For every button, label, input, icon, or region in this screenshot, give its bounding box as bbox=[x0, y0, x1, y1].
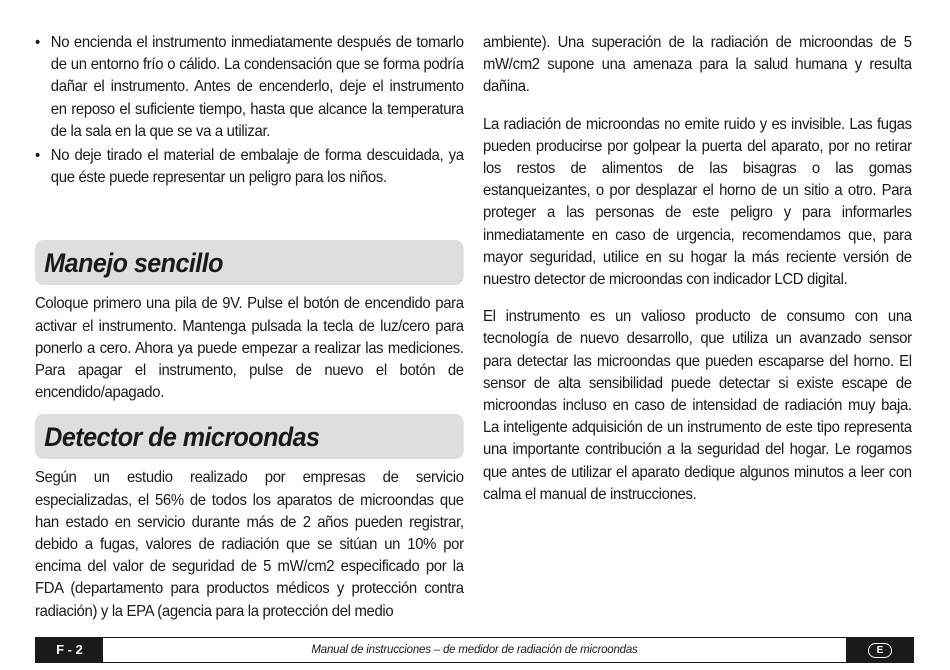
section-heading-manejo-sencillo: Manejo sencillo bbox=[35, 240, 464, 285]
bullet-icon: • bbox=[35, 34, 40, 51]
safety-bullet-list bbox=[35, 32, 464, 189]
language-tab bbox=[846, 638, 913, 662]
paragraph: ambiente). Una superación de la radiación de microondas de 5 mW/cm2 supone una amenaza para la salud humana y resulta dañina. bbox=[483, 34, 912, 96]
bullet-text: No deje tirado el material de embalaje de forma descuidada, ya que éste puede representar un peligro para los niños. bbox=[50, 147, 464, 187]
section-body-detector-de-microondas: Según un estudio realizado por empresas de servicio especializadas, el 56% de todos los aparatos de microondas que han estado en servicio durante más de 2 años pueden registrar, debido a fugas, valores de radiación que se sitúan un 10% por encima del valor de seguridad de 5 mW/cm2 especificado por la FDA (departamento para productos médicos y protección contra radiación) y la EPA (agencia para la protección del medio bbox=[35, 469, 464, 620]
manual-title: Manual de instrucciones – de medidor de radiación de microondas bbox=[311, 644, 638, 656]
bullet-icon: • bbox=[35, 147, 40, 165]
language-badge: E bbox=[868, 643, 892, 658]
page-footer bbox=[35, 637, 914, 663]
list-item bbox=[35, 145, 464, 189]
section-body-manejo-sencillo: Coloque primero una pila de 9V. Pulse el botón de encendido para activar el instrumento. Mantenga pulsada la tecla de luz/cero para ponerlo a cero. Ahora ya puede empezar a realizar las mediciones. Para apagar el instrumento, pulse de nuevo el botón de encendido/apagado. bbox=[35, 295, 464, 402]
paragraph: La radiación de microondas no emite ruido y es invisible. Las fugas pueden producirse por golpear la puerta del aparato, por no retirar los restos de alimentos de las bisagras o las gomas estanqueizantes, o por desplazar el horno de un sitio a otro. Para proteger a las personas de este peligro y para informarles inmediatamente en caso de urgencia, recomendamos que, para mayor seguridad, utilice en su hogar la más reciente versión de nuestro detector de microondas con indicador LCD digital. bbox=[483, 115, 912, 289]
bullet-text: No encienda el instrumento inmediatamente después de tomarlo de un entorno frío o cálido. La condensación que se forma podría dañar el instrumento. Antes de encenderlo, deje el instrumento en reposo el suficiente tiempo, hasta que alcance la temperatura de la sala en la que se va a utilizar. bbox=[50, 34, 464, 140]
right-column bbox=[483, 32, 912, 506]
section-heading-detector-de-microondas: Detector de microondas bbox=[35, 414, 464, 459]
list-item bbox=[35, 32, 464, 143]
paragraph: El instrumento es un valioso producto de consumo con una tecnología de nuevo desarrollo, que utiliza un avanzado sensor para detectar las microondas que pueden escaparse del horno. El sensor de alta sensibilidad puede detectar si existe escape de microondas incluso en caso de intensidad de radiación muy baja. La inteligente adquisición de un instrumento de este tipo representa una importante contribución a la seguridad del hogar. Le rogamos que antes de utilizar el aparato dedique algunos minutos a leer con calma el manual de instrucciones. bbox=[483, 308, 912, 503]
page-number: F - 2 bbox=[36, 638, 103, 662]
left-column bbox=[35, 32, 464, 623]
